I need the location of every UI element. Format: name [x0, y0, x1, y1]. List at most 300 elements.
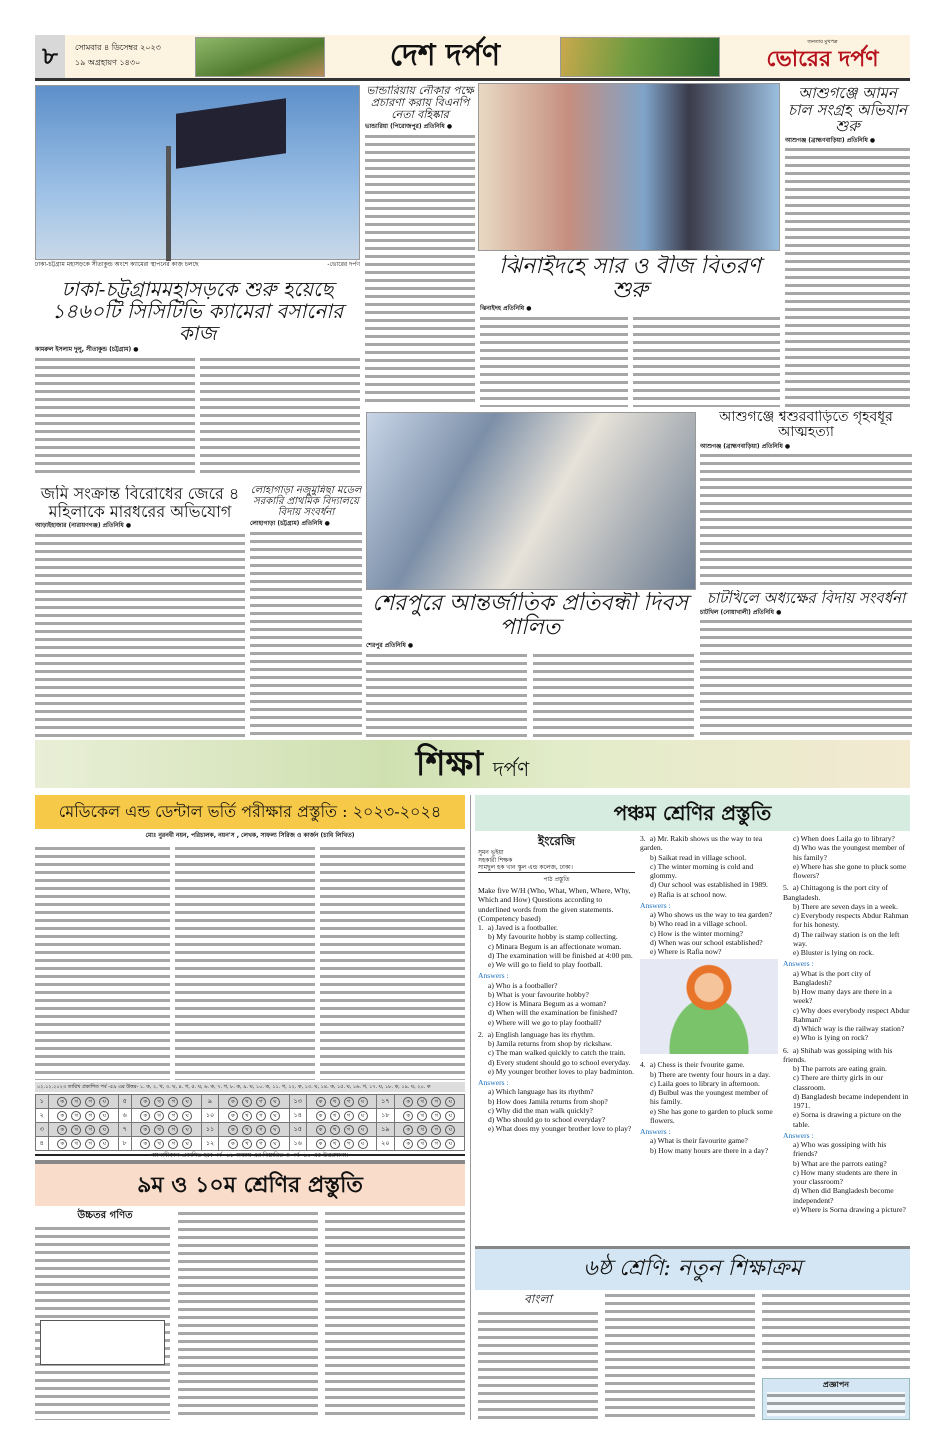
option-bubble[interactable]: খ [330, 1111, 340, 1121]
statement-text: d) The examination will be finished at 4:00 pm. [488, 950, 633, 960]
ashuganj-suicide-story [700, 410, 912, 586]
class-6-notice-box [762, 1378, 910, 1420]
statement-text: e) She has gone to garden to pluck some flowers. [650, 1106, 773, 1125]
medical-questions-2 [175, 845, 315, 1080]
option-bubble[interactable]: খ [71, 1097, 81, 1107]
option-bubble[interactable]: ঘ [358, 1097, 368, 1107]
bnp-headline: ভান্ডারিয়ায় নৌকার পক্ষে প্রচারণা করায় বিএনপি নেতা বহিষ্কার [366, 85, 474, 122]
logo-tagline: জনতার মুখপত্র [807, 39, 838, 45]
class-5-subject: ইংরেজি [538, 834, 575, 848]
cctv-pole [166, 146, 171, 261]
answers-label: Answers : [783, 1130, 814, 1140]
option-bubble[interactable]: গ [256, 1139, 266, 1149]
option-bubble[interactable]: ক [140, 1111, 150, 1121]
question-number: ২ [36, 1109, 49, 1123]
jhenaidah-body [480, 315, 628, 407]
question-number: ১৯ [377, 1123, 394, 1137]
answer-sheet-row [36, 1123, 465, 1137]
statement-text: c) The man walked quickly to catch the train. [488, 1048, 626, 1058]
class-6-subject: বাংলা [524, 1292, 552, 1306]
answer: a) What is the port city of Bangladesh? [793, 968, 871, 987]
option-bubble[interactable]: ক [403, 1111, 413, 1121]
option-bubble[interactable]: ঘ [182, 1139, 192, 1149]
class-6-body-1 [478, 1310, 598, 1420]
option-bubble[interactable]: খ [242, 1111, 252, 1121]
option-bubble[interactable]: ক [57, 1139, 67, 1149]
statement [640, 1070, 778, 1079]
option-bubble[interactable]: গ [431, 1125, 441, 1135]
question-number: ১১ [201, 1123, 218, 1137]
option-bubble[interactable]: ঘ [182, 1111, 192, 1121]
question-number: ৯ [201, 1095, 218, 1109]
lohagara-body [250, 530, 362, 738]
option-bubble[interactable]: ক [403, 1139, 413, 1149]
cctv-body [35, 356, 195, 479]
medical-questions-1 [35, 845, 170, 1080]
medical-answer-line: ০২.১২.২০২৩ তারিখ প্রকাশিত পর্ব -৫৯ এর উত্তর- ১. ক, ২. খ, ৩. ঘ, ৪. গ, ৫. ঘ, ৬. ক, ৭. গ, ৮. ক, ৯. ঘ, ১০. ক, ১১. গ, ১২. ক, ১৩. ঘ, ১৪. ক, ১৫. ঘ, ১৬. গ, ১৭. ঘ, ১৮. ক, ১৯. ঘ, ২০. ক [35, 1082, 465, 1092]
english-col-2 [640, 834, 778, 1158]
question-number: ৬ [118, 1109, 131, 1123]
statement [478, 1030, 635, 1039]
answer: c) Why did the man walk quickly? [488, 1105, 593, 1115]
option-bubble[interactable]: ঘ [445, 1139, 455, 1149]
option-bubble[interactable]: খ [71, 1111, 81, 1121]
option-bubble[interactable]: ঘ [99, 1139, 109, 1149]
question-number: ৫ [118, 1095, 131, 1109]
statement [783, 1110, 911, 1129]
option-bubble[interactable]: ঘ [358, 1125, 368, 1135]
option-bubble[interactable]: গ [344, 1111, 354, 1121]
option-bubble[interactable]: ঘ [445, 1111, 455, 1121]
statement [783, 948, 911, 957]
option-bubble[interactable]: গ [431, 1097, 441, 1107]
class-5-author-school: সামছুল হক খান স্কুল এন্ড কলেজ, ঢাকা। [478, 864, 635, 873]
date-line-2: ১৯ অগ্রহায়ণ ১৪৩০ [75, 58, 141, 67]
option-bubble[interactable]: খ [71, 1125, 81, 1135]
statement [478, 942, 635, 951]
question-number: ৮ [118, 1137, 131, 1151]
option-bubble[interactable]: গ [344, 1125, 354, 1135]
answer: a) Who is a footballer? [488, 980, 558, 990]
option-bubble[interactable]: গ [344, 1097, 354, 1107]
statement [640, 890, 778, 899]
class-6-title: ৬ষ্ঠ শ্রেণি: নতুন শিক্ষাক্রম [583, 1256, 802, 1282]
column-divider [470, 795, 471, 1420]
statement-text: e) Sorna is drawing a picture on the table. [793, 1110, 902, 1129]
option-bubbles[interactable] [394, 1137, 464, 1151]
lohagara-byline: লোহাগাড়া (চট্টগ্রাম) প্রতিনিধি ● [250, 520, 330, 527]
answer: e) Where will we go to play football? [488, 1017, 602, 1027]
statement [478, 1039, 635, 1048]
option-bubble[interactable]: ঘ [270, 1111, 280, 1121]
option-bubbles[interactable] [48, 1123, 118, 1137]
answer: b) How many hours are there in a day? [650, 1145, 769, 1155]
land-body [35, 532, 245, 737]
option-bubbles[interactable] [131, 1123, 201, 1137]
class-6-title-box [475, 1246, 910, 1290]
option-bubble[interactable]: গ [344, 1139, 354, 1149]
class-5-title: পঞ্চম শ্রেণির প্রস্তুতি [613, 801, 772, 825]
medical-questions-3 [320, 845, 465, 1080]
answer: b) What are the parrots eating? [793, 1158, 887, 1168]
option-bubble[interactable]: খ [242, 1097, 252, 1107]
option-bubble[interactable]: ঘ [182, 1097, 192, 1107]
lohagara-story [250, 485, 362, 737]
option-bubble[interactable]: ঘ [99, 1125, 109, 1135]
medical-title-box [35, 795, 465, 829]
question-number: ১ [36, 1095, 49, 1109]
answer: b) How does Jamila returns from shop? [488, 1096, 608, 1106]
option-bubble[interactable]: ঘ [99, 1097, 109, 1107]
class-6-body-2 [605, 1292, 755, 1420]
answers-label: Answers : [783, 959, 814, 969]
ashuganj-rice-byline: আশুগঞ্জ (ব্রাহ্মণবাড়িয়া) প্রতিনিধি ● [785, 136, 876, 144]
statement-text: a) Mr. Rakib shows us the way to tea garden. [640, 834, 763, 853]
bnp-body [365, 133, 475, 407]
section-title: দেশ দর্পণ [389, 38, 501, 73]
answer: c) Why does everybody respect Abdur Rahman? [793, 1005, 910, 1024]
cctv-headline: ঢাকা-চট্টগ্রামমহাসড়কে শুরু হয়েছে ১৪৬০টি সিসিটিভি ক্যামেরা বসানোর কাজ [51, 278, 344, 345]
class-5-author-name: সুমন ভূইয়া [478, 849, 504, 856]
option-bubble[interactable]: খ [154, 1097, 164, 1107]
jhenaidah-photo [478, 83, 780, 251]
ashuganj-suicide-byline: আশুগঞ্জ (ব্রাহ্মণবাড়িয়া) প্রতিনিধি ● [700, 442, 791, 450]
option-bubble[interactable]: ক [403, 1125, 413, 1135]
option-bubble[interactable]: গ [431, 1139, 441, 1149]
option-bubble[interactable]: খ [154, 1139, 164, 1149]
answer: c) How many students are there in your classroom? [793, 1167, 898, 1186]
statement-text: d) Bangladesh became independent in 1971. [793, 1091, 909, 1110]
option-bubble[interactable]: খ [242, 1125, 252, 1135]
jhenaidah-body-2 [633, 315, 781, 407]
option-bubbles[interactable] [306, 1095, 376, 1109]
header-photo-farmers [195, 37, 325, 77]
question-number: ১৩ [289, 1095, 306, 1109]
answer: e) What does my younger brother love to play? [488, 1124, 632, 1134]
answer: d) When was our school established? [650, 937, 763, 947]
jhenaidah-byline: ঝিনাইদহ প্রতিনিধি ● [480, 305, 532, 313]
option-bubbles[interactable] [48, 1109, 118, 1123]
answer: a) Which language has its rhythm? [488, 1087, 594, 1097]
statement [783, 1064, 911, 1073]
statement-text: c) Minara Begum is an affectionate woman. [488, 941, 622, 951]
question-number: ১৪ [289, 1109, 306, 1123]
answer: d) Which way is the railway station? [793, 1024, 905, 1033]
question-number: ১৮ [377, 1109, 394, 1123]
answer: d) Who should go to school everyday? [488, 1115, 606, 1124]
sherpur-body [366, 652, 527, 737]
option-bubbles[interactable] [219, 1109, 289, 1123]
option-bubble[interactable]: ক [228, 1139, 238, 1149]
option-bubble[interactable]: ঘ [270, 1139, 280, 1149]
option-bubble[interactable]: গ [85, 1139, 95, 1149]
question-number: 3. [640, 834, 646, 843]
option-bubble[interactable]: খ [330, 1139, 340, 1149]
class-9-10-body-3 [325, 1210, 465, 1420]
option-bubble[interactable]: ক [316, 1097, 326, 1107]
class-9-10-title: ৯ম ও ১০ম শ্রেণির প্রস্তুতি [137, 1171, 363, 1198]
answer: e) Where is Sorna drawing a picture? [793, 1204, 906, 1214]
date-line-1: সোমবার ৪ ডিসেম্বর ২০২৩ [75, 43, 161, 52]
statement-text: c) Laila goes to library in afternoon. [650, 1078, 760, 1088]
question-number: ১২ [201, 1137, 218, 1151]
education-banner-title: শিক্ষা [415, 744, 484, 784]
statement-text: a) Chess is their fvourite game. [649, 1060, 745, 1070]
statement [478, 932, 635, 941]
page-header [35, 35, 910, 81]
sherpur-photo [366, 412, 696, 590]
ashuganj-rice-headline: আশুগঞ্জে আমন চাল সংগ্রহ অভিযান শুরু [787, 85, 908, 135]
chatkhil-headline: চাটখিলে অধ্যক্ষের বিদায় সংবর্ধনা [706, 590, 906, 607]
option-bubbles[interactable] [394, 1095, 464, 1109]
class-9-10-body-2 [178, 1210, 318, 1420]
divider [35, 1154, 465, 1156]
answer-sheet-row [36, 1109, 465, 1123]
question-number: ৭ [118, 1123, 131, 1137]
statement-text: e) We will go to field to play football. [488, 960, 603, 969]
option-bubble[interactable]: খ [154, 1111, 164, 1121]
option-bubble[interactable]: গ [168, 1125, 178, 1135]
lohagara-headline: লোহাগাড়া নজুমুন্নিছা মডেল সরকারি প্রাথমিক বিদ্যালয়ে বিদায় সংবর্ধনা [250, 485, 362, 518]
option-bubbles[interactable] [48, 1095, 118, 1109]
option-bubble[interactable]: ক [228, 1097, 238, 1107]
chatkhil-byline: চাটখিল (নোয়াখালী) প্রতিনিধি ● [700, 608, 782, 616]
statement [783, 883, 911, 902]
option-bubble[interactable]: ঘ [99, 1111, 109, 1121]
option-bubble[interactable]: ঘ [358, 1111, 368, 1121]
option-bubble[interactable]: গ [168, 1111, 178, 1121]
class-6-body-3 [762, 1292, 910, 1372]
class-9-10-subject: উচ্চতর গণিত [77, 1210, 133, 1221]
header-photo-harvest [560, 37, 720, 77]
medical-answer-block [35, 1082, 465, 1160]
answer: d) When will the examination be finished? [488, 1008, 618, 1018]
answer: e) Who is lying on rock? [793, 1033, 869, 1043]
statement-text: a) Shihab was gossiping with his friends. [783, 1045, 893, 1064]
option-bubble[interactable]: ক [316, 1139, 326, 1149]
answer-sheet-row [36, 1137, 465, 1151]
ashuganj-suicide-headline: আশুগঞ্জে শ্বশুরবাড়িতে গৃহবধূর আত্মহত্যা [719, 410, 893, 441]
option-bubble[interactable]: খ [417, 1139, 427, 1149]
option-bubble[interactable]: ঘ [445, 1125, 455, 1135]
statement [640, 1107, 778, 1126]
statement [640, 853, 778, 862]
answer: e) Where is Rafia now? [650, 947, 722, 956]
english-col-1 [478, 923, 635, 1137]
option-bubble[interactable]: ক [228, 1111, 238, 1121]
statement-text: b) There are twenty four hours in a day. [650, 1069, 771, 1079]
statement-text: e) Rafia is at school now. [650, 889, 727, 899]
option-bubbles[interactable] [131, 1095, 201, 1109]
option-bubbles[interactable] [219, 1123, 289, 1137]
class-6-notice-title: প্রজ্ঞাপন [822, 1380, 850, 1389]
statement-text: d) Every student should go to school everyday. [488, 1057, 631, 1067]
option-bubble[interactable]: ঘ [445, 1097, 455, 1107]
bnp-story [365, 85, 475, 407]
statement [783, 1092, 911, 1111]
option-bubble[interactable]: গ [431, 1111, 441, 1121]
option-bubble[interactable]: ক [403, 1097, 413, 1107]
ashuganj-rice-story [785, 85, 910, 407]
statement-text: c) The winter morning is cold and glommy. [650, 861, 754, 880]
question-number: ৪ [36, 1137, 49, 1151]
answer-sheet [35, 1094, 465, 1151]
class-5-lesson: পাঠ প্রস্তুতি [543, 875, 570, 883]
statement-text: b) There are seven days in a week. [793, 901, 898, 911]
answers-label: Answers : [640, 1127, 671, 1136]
statement [478, 951, 635, 960]
answer: c) When does Laila go to library? [793, 834, 895, 843]
statement [640, 1079, 778, 1088]
question-number: ১৫ [289, 1123, 306, 1137]
option-bubble[interactable]: ঘ [358, 1139, 368, 1149]
option-bubble[interactable]: খ [330, 1097, 340, 1107]
option-bubble[interactable]: ক [316, 1111, 326, 1121]
jhenaidah-story [480, 255, 780, 407]
statement [640, 880, 778, 889]
education-banner [35, 740, 910, 788]
option-bubbles[interactable] [48, 1137, 118, 1151]
statement [640, 1060, 778, 1069]
statement-text: e) Bluster is lying on rock. [793, 948, 874, 957]
answer: b) What is your favourite hobby? [488, 989, 589, 999]
question-number: 5. [783, 883, 789, 893]
cctv-photo [35, 85, 360, 260]
question-number: 6. [783, 1045, 789, 1055]
option-bubble[interactable]: ক [140, 1125, 150, 1135]
option-bubbles[interactable] [131, 1109, 201, 1123]
option-bubbles[interactable] [306, 1137, 376, 1151]
chatkhil-body [700, 618, 912, 737]
option-bubbles[interactable] [219, 1095, 289, 1109]
answers-label: Answers : [478, 971, 509, 981]
chatkhil-story [700, 590, 912, 737]
statement [640, 1088, 778, 1107]
cctv-caption-row [35, 261, 360, 269]
ashuganj-suicide-body [700, 452, 912, 586]
cctv-body-2 [200, 356, 360, 479]
question-number: 4. [640, 1060, 646, 1070]
statement-text: d) The railway station is on the left way. [793, 929, 900, 948]
option-bubbles[interactable] [219, 1137, 289, 1151]
newspaper-logo: ভোরের দর্পণ [766, 47, 879, 72]
option-bubble[interactable]: খ [242, 1139, 252, 1149]
option-bubble[interactable]: খ [330, 1125, 340, 1135]
girl-with-flowers-illustration [640, 959, 778, 1054]
answer: e) Where has she gone to pluck some flowers? [793, 861, 907, 880]
option-bubble[interactable]: গ [85, 1125, 95, 1135]
statement-text: a) Javed is a footballer. [487, 923, 558, 932]
question-number: ১৬ [289, 1137, 306, 1151]
option-bubbles[interactable] [306, 1123, 376, 1137]
statement [783, 911, 911, 930]
cctv-story [35, 278, 360, 478]
answer: c) How is the winter morning? [650, 928, 744, 938]
option-bubbles[interactable] [394, 1109, 464, 1123]
option-bubble[interactable]: খ [71, 1139, 81, 1149]
question-number: ১০ [201, 1109, 218, 1123]
question-number: ২০ [377, 1137, 394, 1151]
class-5-english [478, 834, 635, 1242]
answer: a) What is their favourite game? [650, 1136, 748, 1146]
option-bubble[interactable]: গ [256, 1125, 266, 1135]
sherpur-body-2 [533, 652, 694, 737]
answer: d) When did Bangladesh become independent? [793, 1186, 894, 1205]
option-bubble[interactable]: গ [168, 1139, 178, 1149]
option-bubble[interactable]: ক [316, 1125, 326, 1135]
option-bubble[interactable]: ক [140, 1139, 150, 1149]
sherpur-byline: শেরপুর প্রতিনিধি ● [366, 642, 414, 650]
statement-text: a) Chittagong is the port city of Bangladesh. [783, 883, 889, 902]
option-bubbles[interactable] [394, 1123, 464, 1137]
land-headline: জমি সংক্রান্ত বিরোধের জেরে ৪ মহিলাকে মারধরের অভিযোগ [40, 485, 240, 521]
answer: a) Who shows us the way to tea garden? [650, 910, 773, 919]
statement [640, 862, 778, 881]
statement-text: e) My younger brother loves to play badminton. [488, 1066, 634, 1076]
medical-title: মেডিকেল এন্ড ডেন্টাল ভর্তি পরীক্ষার প্রস্তুতি : ২০২৩-২০২৪ [58, 802, 442, 822]
option-bubble[interactable]: ক [57, 1097, 67, 1107]
class-5-instruction: Make five W/H (Who, What, When, Where, Why, Which and How) Questions according to underlined words from the given statements. (Competency based) [478, 886, 631, 923]
answer: a) Who was gossiping with his friends? [793, 1140, 887, 1159]
statement-text: b) The parrots are eating grain. [793, 1064, 887, 1073]
option-bubble[interactable]: খ [417, 1111, 427, 1121]
answer: b) Who read in a village school. [650, 919, 748, 929]
statement [478, 923, 635, 932]
option-bubble[interactable]: ঘ [182, 1125, 192, 1135]
option-bubble[interactable]: গ [168, 1097, 178, 1107]
answer: b) How many days are there in a week? [793, 987, 892, 1006]
option-bubble[interactable]: গ [85, 1111, 95, 1121]
option-bubble[interactable]: ঘ [270, 1125, 280, 1135]
option-bubbles[interactable] [131, 1137, 201, 1151]
option-bubble[interactable]: ক [140, 1097, 150, 1107]
answer: c) How is Minara Begum as a woman? [488, 999, 607, 1008]
statement [478, 1067, 635, 1076]
option-bubble[interactable]: ঘ [270, 1097, 280, 1107]
cctv-credit: -ভোরের দর্পণ [327, 261, 360, 268]
statement [783, 1046, 911, 1065]
option-bubble[interactable]: খ [154, 1125, 164, 1135]
option-bubble[interactable]: গ [256, 1111, 266, 1121]
option-bubble[interactable]: ক [57, 1125, 67, 1135]
statement [478, 960, 635, 969]
question-number: ৩ [36, 1123, 49, 1137]
page-number: ৮ [35, 35, 65, 78]
answers-label: Answers : [478, 1078, 509, 1087]
sherpur-story [366, 592, 694, 737]
option-bubble[interactable]: গ [85, 1097, 95, 1107]
medical-byline: মোঃ নুরনবী নয়ন, পরিচালক, নয়ন'স , লেখক, সাফল্য সিরিজ ও কার্জন (চাবি লিখিত) [145, 832, 355, 839]
land-story [35, 485, 245, 737]
class-6-notice-body [767, 1392, 905, 1416]
option-bubble[interactable]: ক [228, 1125, 238, 1135]
option-bubble[interactable]: খ [417, 1125, 427, 1135]
option-bubble[interactable]: ক [57, 1111, 67, 1121]
english-col-3 [783, 834, 911, 1217]
statement [783, 1073, 911, 1092]
option-bubbles[interactable] [306, 1109, 376, 1123]
class-5-title-box [475, 795, 910, 831]
statement-text: b) Saikat read in village school. [650, 852, 747, 862]
jhenaidah-headline: ঝিনাইদহে সার ও বীজ বিতরণ শুরু [499, 255, 761, 304]
cctv-byline: কামরুল ইসলাম দুলু, সীতাকুন্ড (চট্টগ্রাম) ● [35, 346, 139, 353]
class-9-10-title-box [35, 1160, 465, 1206]
answer: d) Who was the youngest member of his family? [793, 843, 906, 862]
option-bubble[interactable]: গ [256, 1097, 266, 1107]
bnp-byline: ভান্ডারিয়া (পিরোজপুর) প্রতিনিধি ● [365, 123, 453, 131]
option-bubble[interactable]: খ [417, 1097, 427, 1107]
class-5-author-role: সহকারী শিক্ষক [478, 856, 513, 864]
